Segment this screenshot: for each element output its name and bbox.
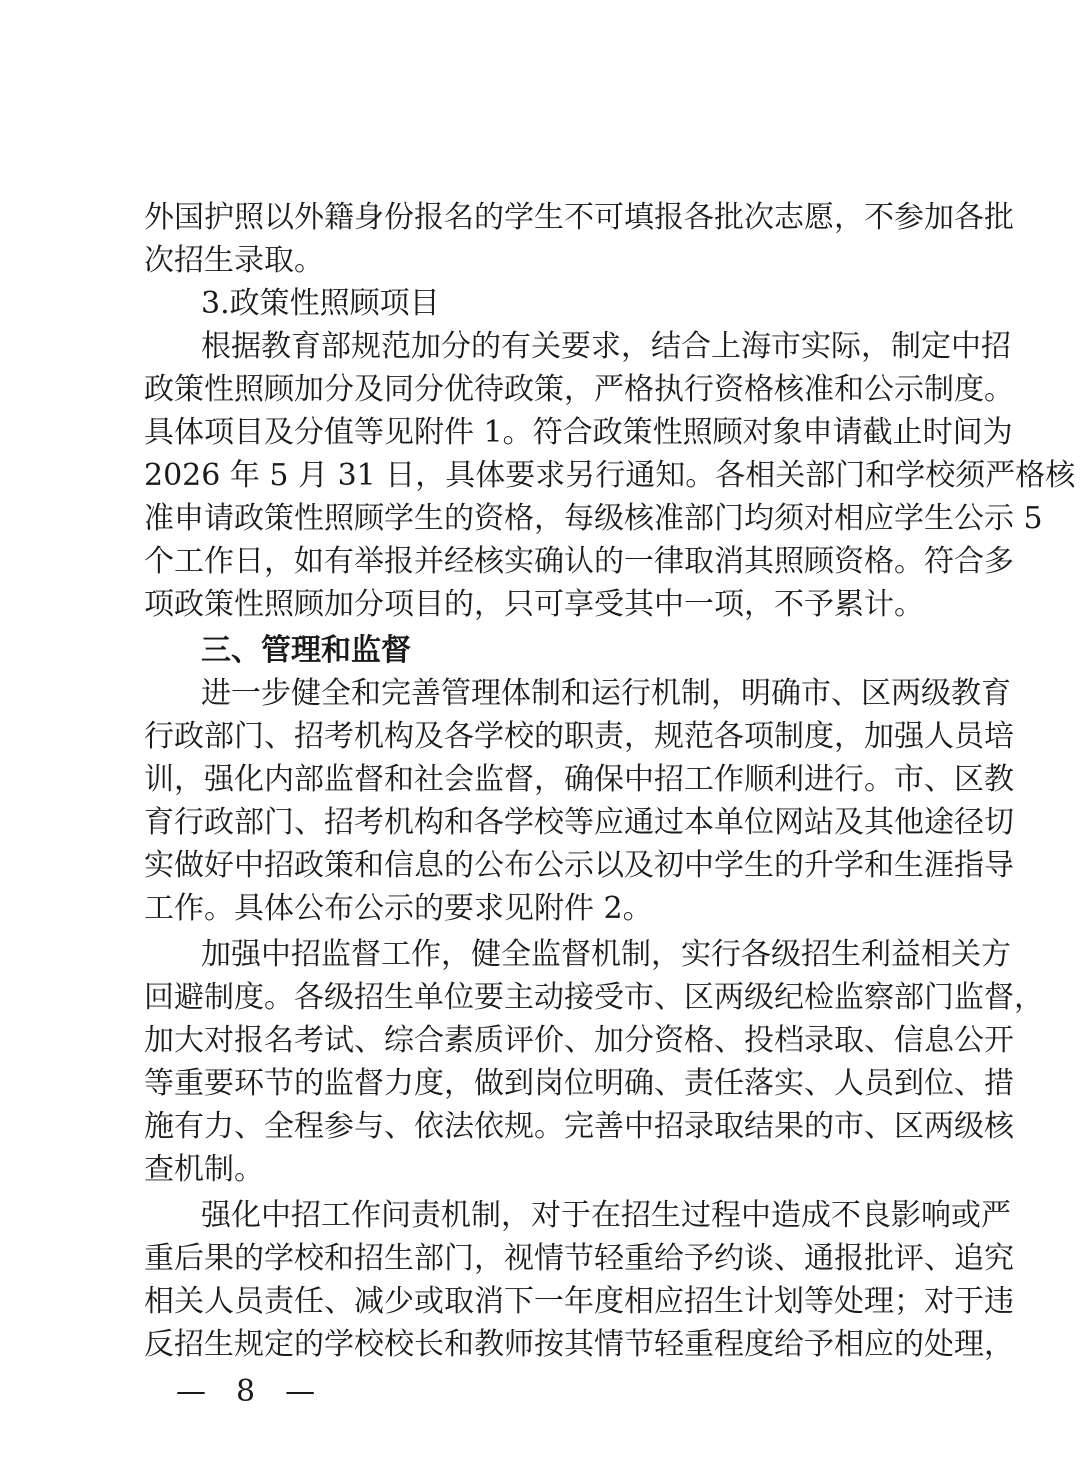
section-heading: 三、管理和监督 <box>201 633 411 668</box>
paragraph-line: 政策性照顾加分及同分优待政策，严格执行资格核准和公示制度。 <box>144 372 1014 407</box>
paragraph-line: 查机制。 <box>144 1152 264 1187</box>
paragraph-line: 重后果的学校和招生部门，视情节轻重给予约谈、通报批评、追究 <box>144 1241 1014 1276</box>
paragraph-line: 加大对报名考试、综合素质评价、加分资格、投档录取、信息公开 <box>144 1023 1014 1058</box>
paragraph-line: 训，强化内部监督和社会监督，确保中招工作顺利进行。市、区教 <box>144 762 1014 797</box>
paragraph-line: 次招生录取。 <box>144 243 324 278</box>
paragraph-line: 实做好中招政策和信息的公布公示以及初中学生的升学和生涯指导 <box>144 848 1014 883</box>
paragraph-line: 施有力、全程参与、依法依规。完善中招录取结果的市、区两级核 <box>144 1109 1014 1144</box>
paragraph-line: 加强中招监督工作，健全监督机制，实行各级招生利益相关方 <box>201 937 1011 972</box>
paragraph-line: 反招生规定的学校校长和教师按其情节轻重程度给予相应的处理， <box>144 1327 1014 1362</box>
paragraph-line: 具体项目及分值等见附件 1。符合政策性照顾对象申请截止时间为 <box>144 415 1013 450</box>
paragraph-line: 育行政部门、招考机构和各学校等应通过本单位网站及其他途径切 <box>144 805 1014 840</box>
paragraph-line: 个工作日，如有举报并经核实确认的一律取消其照顾资格。符合多 <box>144 544 1014 579</box>
page-number: — 8 — <box>176 1374 316 1409</box>
paragraph-line: 2026 年 5 月 31 日，具体要求另行通知。各相关部门和学校须严格核 <box>144 458 1076 493</box>
paragraph-line: 相关人员责任、减少或取消下一年度相应招生计划等处理；对于违 <box>144 1284 1014 1319</box>
paragraph-line: 行政部门、招考机构及各学校的职责，规范各项制度，加强人员培 <box>144 719 1014 754</box>
paragraph-line: 等重要环节的监督力度，做到岗位明确、责任落实、人员到位、措 <box>144 1066 1014 1101</box>
paragraph-line: 项政策性照顾加分项目的，只可享受其中一项，不予累计。 <box>144 587 924 622</box>
paragraph-line: 回避制度。各级招生单位要主动接受市、区两级纪检监察部门监督， <box>144 980 1044 1015</box>
paragraph-line: 工作。具体公布公示的要求见附件 2。 <box>144 891 653 926</box>
section-subheading: 3.政策性照顾项目 <box>201 286 440 321</box>
paragraph-line: 进一步健全和完善管理体制和运行机制，明确市、区两级教育 <box>201 676 1011 711</box>
paragraph-line: 准申请政策性照顾学生的资格，每级核准部门均须对相应学生公示 5 <box>144 501 1043 536</box>
paragraph-line: 外国护照以外籍身份报名的学生不可填报各批次志愿，不参加各批 <box>144 200 1014 235</box>
paragraph-line: 根据教育部规范加分的有关要求，结合上海市实际，制定中招 <box>201 329 1011 364</box>
paragraph-line: 强化中招工作问责机制，对于在招生过程中造成不良影响或严 <box>201 1198 1011 1233</box>
